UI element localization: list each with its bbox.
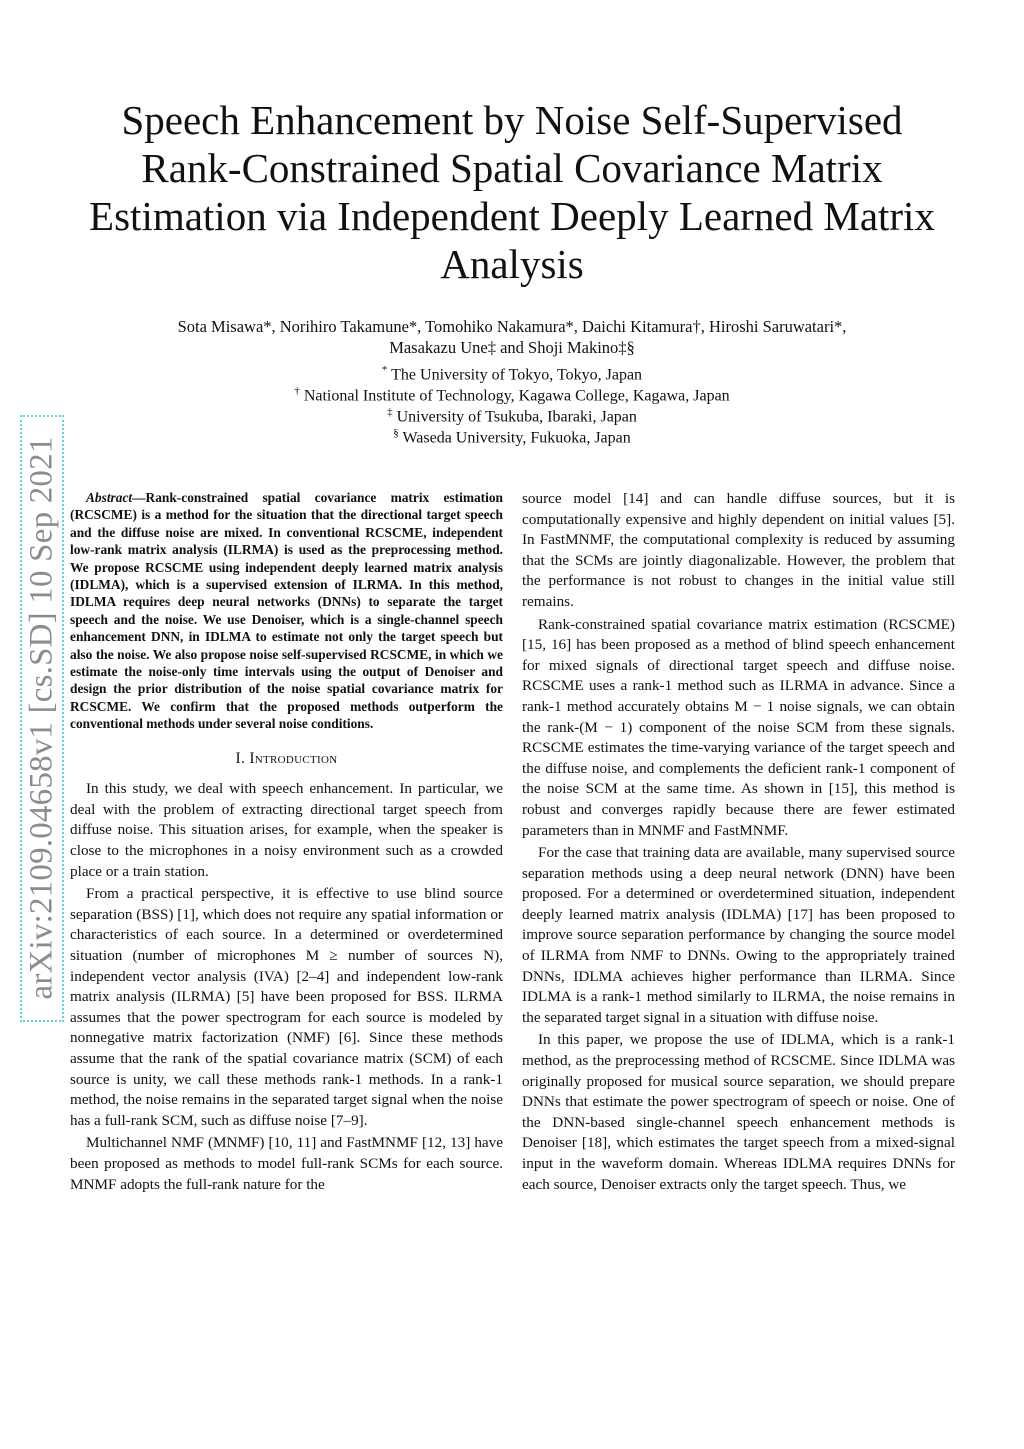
affiliation-mark: §	[393, 427, 399, 439]
title-line: Analysis	[440, 241, 584, 287]
paragraph: For the case that training data are available, many supervised source separation methods using a deep neural network (DNN) have been proposed. For a determined or overdetermined situation, independent deeply learned matrix analysis (IDLMA) [17] has been proposed to improve source separation performance by changing the source model of ILRMA from NMF to DNNs. Owing to the appropriately trained DNNs, IDLMA achieves higher performance than ILRMA. Since IDLMA is a rank-1 method similarly to ILRMA, the noise remains in the separated target signal in a situation with diffuse noise.	[522, 844, 955, 1026]
title-line: Rank-Constrained Spatial Covariance Matrix	[141, 145, 883, 191]
authors-line: Sota Misawa*, Norihiro Takamune*, Tomohiko Nakamura*, Daichi Kitamura†, Hiroshi Saruwatari*,	[177, 317, 847, 336]
title-line: Speech Enhancement by Noise Self-Supervised	[121, 97, 903, 143]
paragraph: Rank-constrained spatial covariance matrix estimation (RCSCME) [15, 16] has been proposed as a method of blind speech enhancement for mixed signals of directional target speech and diffuse noise. RCSCME uses a rank-1 method such as ILRMA in advance. Since a rank-1 method accurately obtains M − 1 noise signals, we can obtain the rank-(M − 1) component of the noise SCM from these signals. RCSCME estimates the time-varying variance of the target speech and the diffuse noise, and complements the deficient rank-1 component of the noise SCM at the same time. As shown in [15], this method is robust and converges rapidly because there are fewer estimated parameters than in MNMF and FastMNMF.	[522, 615, 955, 839]
affiliation-text: National Institute of Technology, Kagawa College, Kagawa, Japan	[303, 387, 730, 405]
paragraph: Multichannel NMF (MNMF) [10, 11] and FastMNMF [12, 13] have been proposed as methods to model full-rank SCMs for each source. MNMF adopts the full-rank nature for the	[70, 1134, 503, 1193]
section-number: I.	[235, 749, 246, 767]
arxiv-stamp[interactable]: arXiv:2109.04658v1 [cs.SD] 10 Sep 2021	[23, 436, 60, 1000]
abstract	[70, 489, 503, 733]
affiliation-mark: *	[381, 364, 388, 376]
affiliation-mark: †	[294, 385, 300, 397]
affiliation-text: Waseda University, Fukuoka, Japan	[402, 429, 631, 447]
author-list	[80, 316, 944, 358]
affiliation-mark: ‡	[387, 406, 393, 418]
paragraph: source model [14] and can handle diffuse sources, but it is computationally expensive and highly dependent on initial values [5]. In FastMNMF, the computational complexity is reduced by assuming that the SCMs are jointly diagonalizable. However, the problem that the performance is not robust to changes in the initial value still remains.	[522, 490, 955, 610]
right-column	[522, 489, 955, 1197]
title-line: Estimation via Independent Deeply Learned Matrix	[89, 193, 935, 239]
affiliation-text: The University of Tokyo, Tokyo, Japan	[391, 366, 643, 384]
paragraph: In this study, we deal with speech enhancement. In particular, we deal with the problem of extracting directional target speech from diffuse noise. This situation arises, for example, when the speaker is close to the microphones in a noisy environment such as a crowded place or a train station.	[70, 780, 503, 880]
paper-title	[60, 96, 964, 288]
affiliation-waseda	[120, 423, 904, 448]
abstract-label: Abstract	[86, 490, 133, 505]
affiliation-text: University of Tsukuba, Ibaraki, Japan	[396, 408, 637, 426]
abstract-text: —Rank-constrained spatial covariance matrix estimation (RCSCME) is a method for the situation that the directional target speech and the diffuse noise are mixed. In conventional RCSCME, independent low-rank matrix analysis (ILRMA) is used as the preprocessing method. We propose RCSCME using independent deeply learned matrix analysis (IDLMA), which is a supervised extension of ILRMA. In this method, IDLMA requires deep neural networks (DNNs) to separate the target speech and the noise. We use Denoiser, which is a single-channel speech enhancement DNN, in IDLMA to estimate not only the target speech but also the noise. We also propose noise self-supervised RCSCME, in which we estimate the noise-only time intervals using the output of Denoiser and design the prior distribution of the noise spatial covariance matrix for RCSCME. We confirm that the proposed methods outperform the conventional methods under several noise conditions.	[70, 490, 503, 732]
authors-line: Masakazu Une‡ and Shoji Makino‡§	[389, 338, 635, 357]
paragraph: In this paper, we propose the use of IDLMA, which is a rank-1 method, as the preprocessing method of RCSCME. Since IDLMA was originally proposed for musical source separation, we should prepare DNNs that estimate the power spectrogram of speech or noise. One of the DNN-based single-channel speech enhancement methods is Denoiser [18], which estimates the target speech from a mixed-signal input in the waveform domain. Whereas IDLMA requires DNNs for each source, Denoiser extracts only the target speech. Thus, we	[522, 1031, 955, 1193]
section-heading-introduction	[70, 749, 503, 770]
section-title: Introduction	[249, 749, 338, 767]
paragraph: From a practical perspective, it is effective to use blind source separation (BSS) [1], which does not require any spatial information or characteristics of each source. In a determined or overdetermined situation (number of microphones M ≥ number of sources N), independent vector analysis (IVA) [2–4] and independent low-rank matrix analysis (ILRMA) [5] have been proposed for BSS. ILRMA assumes that the power spectrogram for each source is modeled by nonnegative matrix factorization (NMF) [6]. Since these methods assume that the rank of the spatial covariance matrix (SCM) of each source is unity, we call these methods rank-1 methods. In a rank-1 method, the noise remains in the separated target signal when the noise has a full-rank SCM, such as diffuse noise [7–9].	[70, 885, 503, 1129]
left-column	[70, 489, 503, 1197]
